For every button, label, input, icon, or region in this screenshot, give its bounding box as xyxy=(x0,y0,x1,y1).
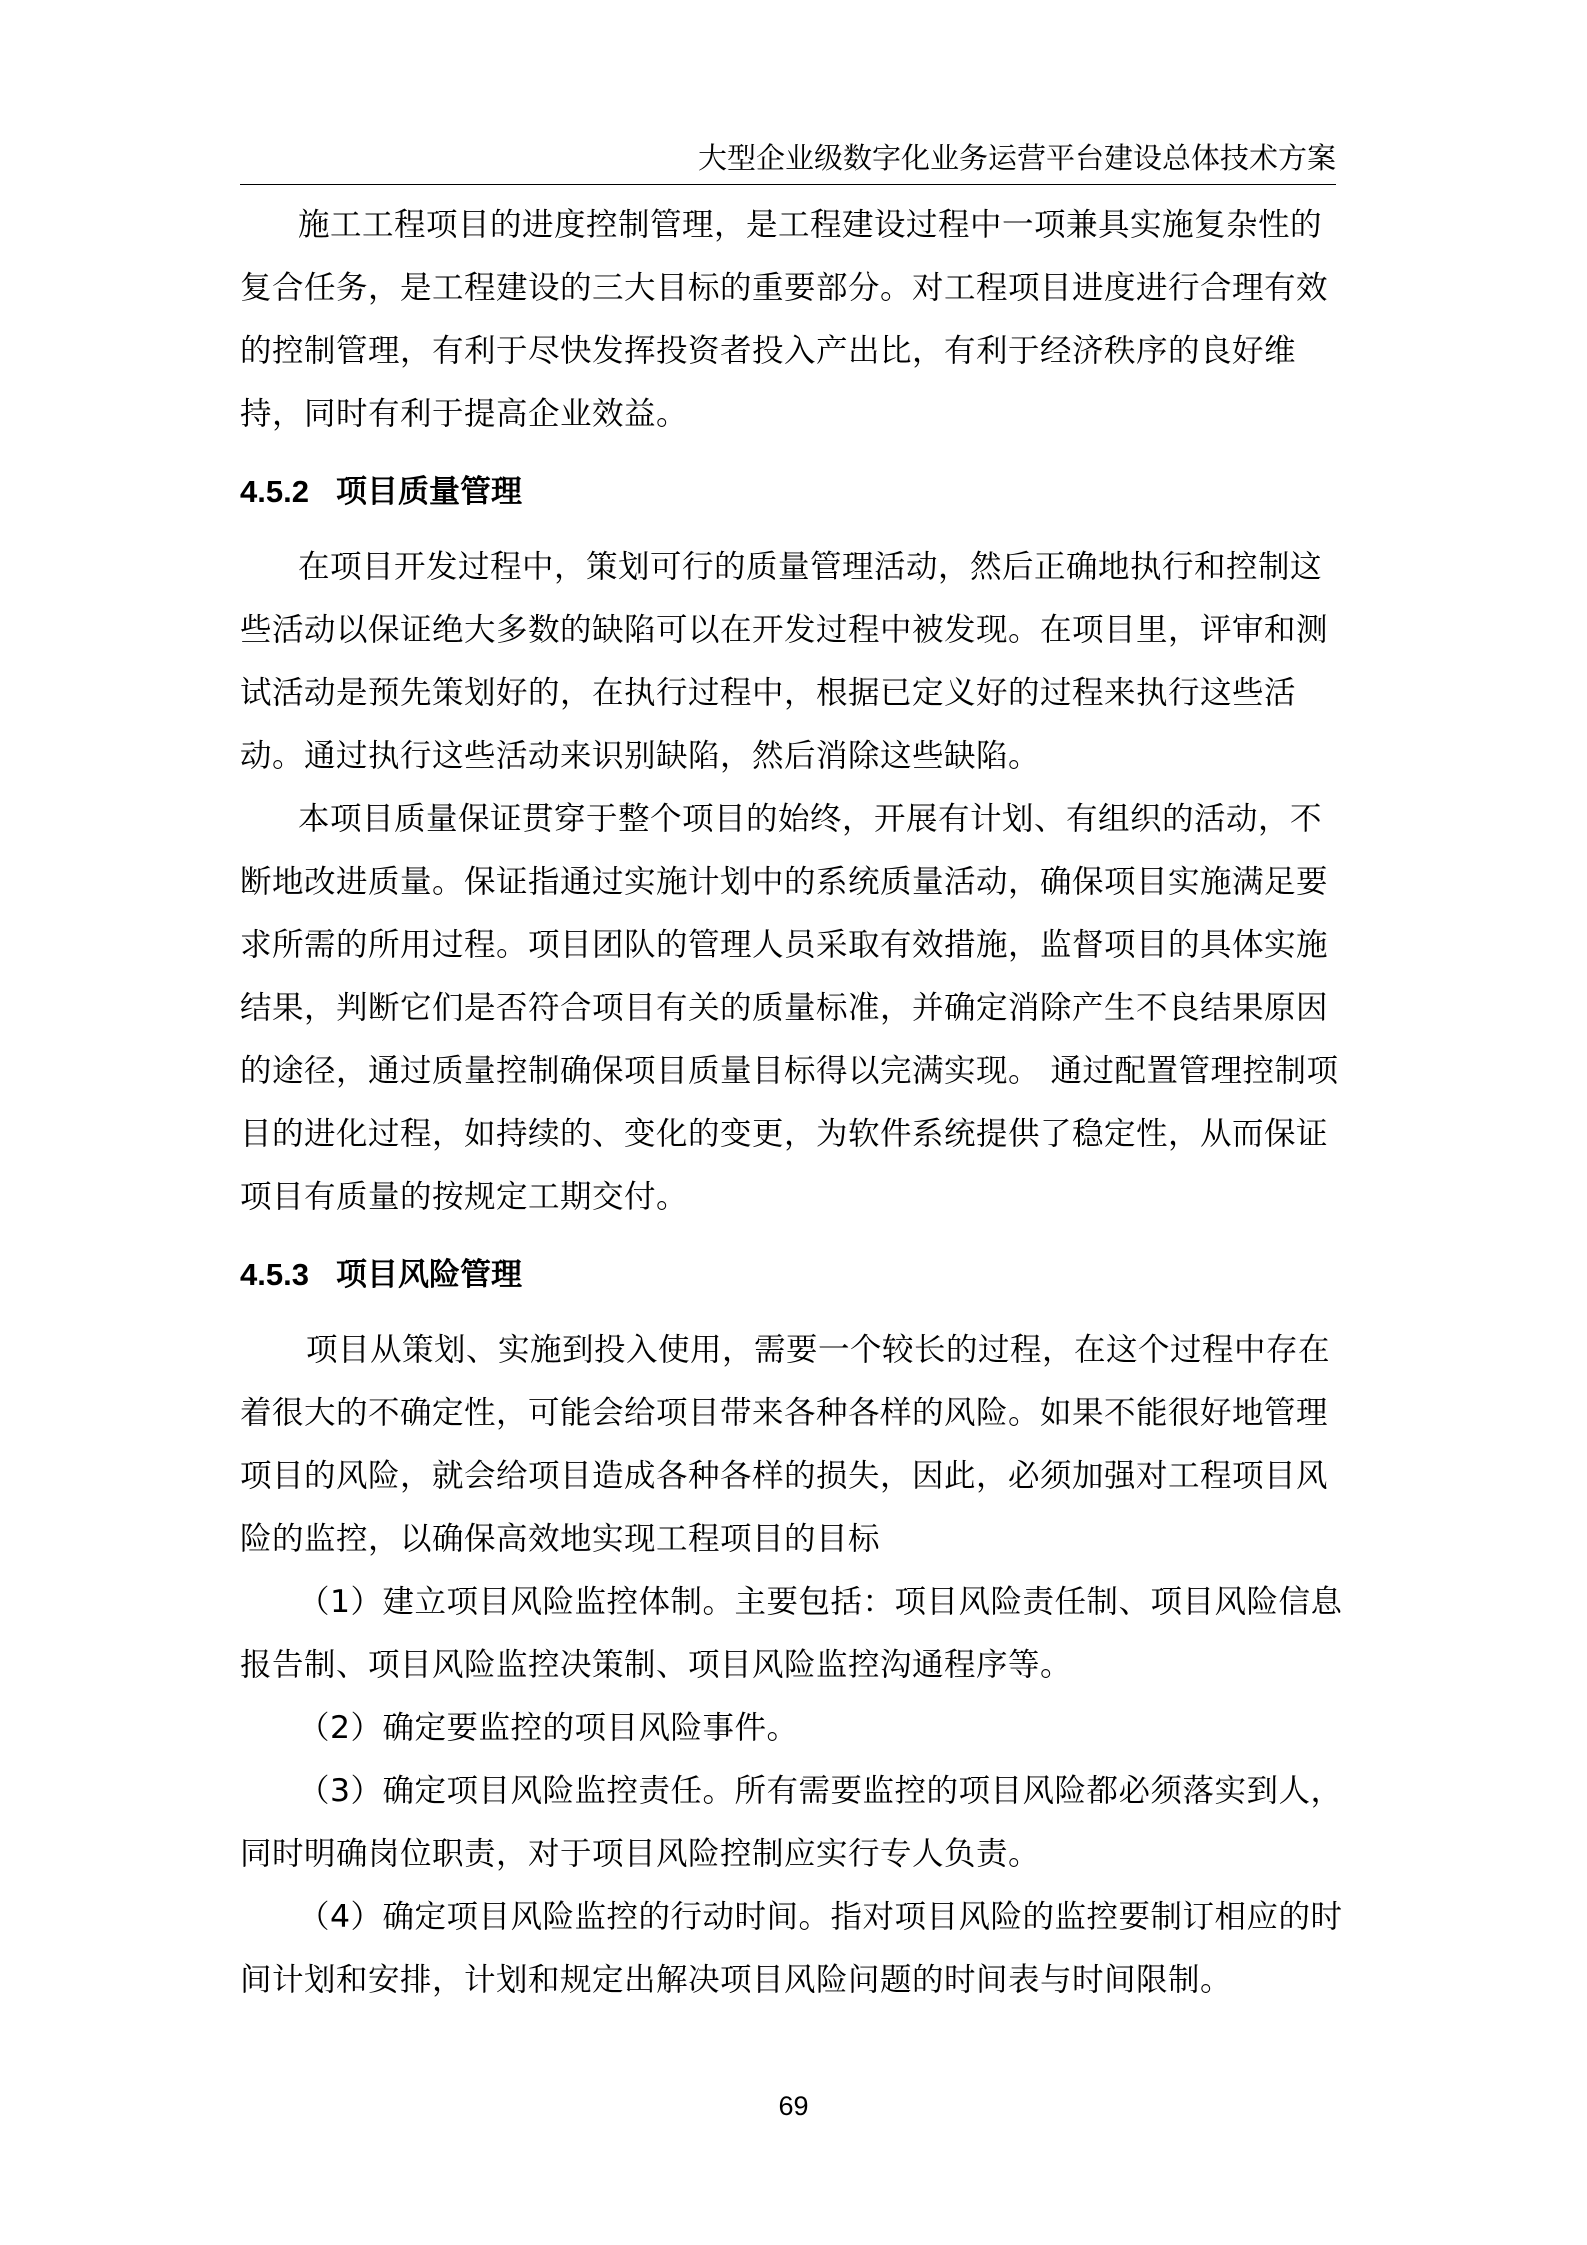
running-header: 大型企业级数字化业务运营平台建设总体技术方案 xyxy=(697,141,1336,175)
section-title: 项目质量管理 xyxy=(336,474,522,509)
section-heading-risk xyxy=(240,1247,1350,1303)
section-number: 4.5.3 xyxy=(240,1257,309,1292)
risk-paragraph-intro: 项目从策划、实施到投入使用，需要一个较长的过程，在这个过程中存在着很大的不确定性，可能会给项目带来各种各样的风险。如果不能很好地管理项目的风险，就会给项目造成各种各样的损失，因此，必须加强对工程项目风险的监控，以确保高效地实现工程项目的目标 xyxy=(240,1332,1331,1557)
page-number: 69 xyxy=(778,2091,809,2121)
header-divider xyxy=(240,184,1336,185)
risk-list-item-3: （3）确定项目风险监控责任。所有需要监控的项目风险都必须落实到人，同时明确岗位职责，对于项目风险控制应实行专人负责。 xyxy=(240,1773,1343,1872)
risk-list-item-4: （4）确定项目风险监控的行动时间。指对项目风险的监控要制订相应的时间计划和安排，计划和规定出解决项目风险问题的时间表与时间限制。 xyxy=(240,1899,1343,1998)
quality-paragraph-2: 本项目质量保证贯穿于整个项目的始终，开展有计划、有组织的活动，不断地改进质量。保证指通过实施计划中的系统质量活动，确保项目实施满足要求所需的所用过程。项目团队的管理人员采取有效措施，监督项目的具体实施结果，判断它们是否符合项目有关的质量标准，并确定消除产生不良结果原因的途径，通过质量控制确保项目质量目标得以完满实现。 通过配置管理控制项目的进化过程，如持续的、变化的变更，为软件系统提供了稳定性，从而保证项目有质量的按规定工期交付。 xyxy=(240,801,1339,1215)
risk-list-item-2: （2）确定要监控的项目风险事件。 xyxy=(298,1710,799,1746)
section-number: 4.5.2 xyxy=(240,474,309,509)
section-heading-quality xyxy=(240,464,1350,520)
risk-list-item-1: （1）建立项目风险监控体制。主要包括：项目风险责任制、项目风险信息报告制、项目风险监控决策制、项目风险监控沟通程序等。 xyxy=(240,1584,1343,1683)
page-content xyxy=(240,194,1350,2012)
section-title: 项目风险管理 xyxy=(336,1257,522,1292)
intro-paragraph: 施工工程项目的进度控制管理，是工程建设过程中一项兼具实施复杂性的复合任务，是工程建设的三大目标的重要部分。对工程项目进度进行合理有效的控制管理，有利于尽快发挥投资者投入产出比，有利于经济秩序的良好维持，同时有利于提高企业效益。 xyxy=(240,207,1329,432)
quality-paragraph-1: 在项目开发过程中，策划可行的质量管理活动，然后正确地执行和控制这些活动以保证绝大多数的缺陷可以在开发过程中被发现。在项目里，评审和测试活动是预先策划好的，在执行过程中，根据已定义好的过程来执行这些活动。通过执行这些活动来识别缺陷，然后消除这些缺陷。 xyxy=(240,549,1329,774)
